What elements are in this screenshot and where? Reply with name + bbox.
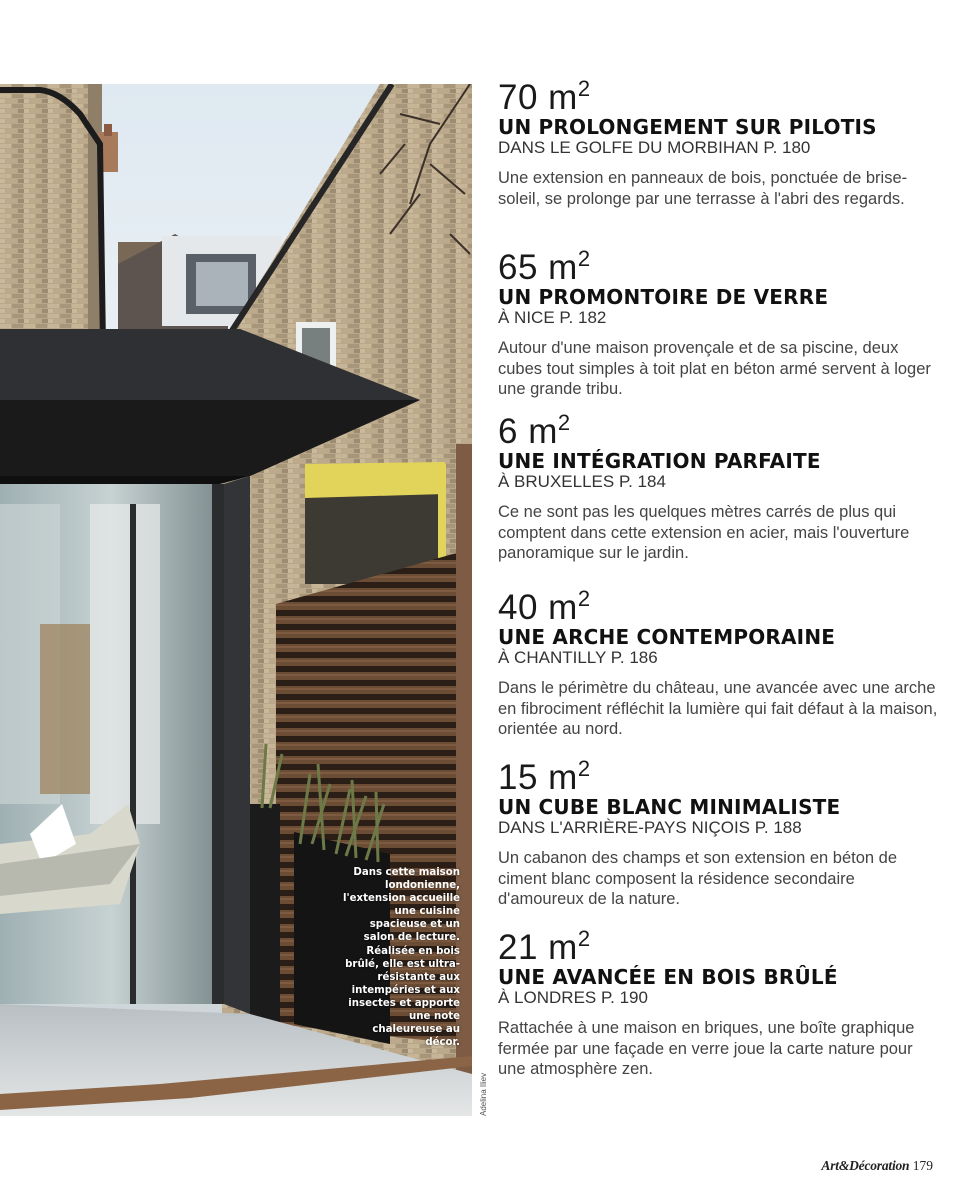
article-headline: UN PROLONGEMENT SUR PILOTIS bbox=[498, 115, 877, 139]
article-entry-londres bbox=[498, 926, 938, 1080]
article-location: À BRUXELLES P. 184 bbox=[498, 472, 666, 491]
article-headline: UN PROMONTOIRE DE VERRE bbox=[498, 285, 829, 309]
article-headline: UNE AVANCÉE EN BOIS BRÛLÉ bbox=[498, 965, 838, 989]
article-description: Dans le périmètre du château, une avancée avec une arche en fibrociment réfléchit la lumière qui fait défaut à la maison, orientée au nord. bbox=[498, 679, 938, 738]
magazine-name: Art&Décoration bbox=[821, 1158, 910, 1173]
article-entry-arriere-pays-nicois bbox=[498, 756, 938, 910]
article-location: DANS L'ARRIÈRE-PAYS NIÇOIS P. 188 bbox=[498, 818, 802, 837]
article-description: Ce ne sont pas les quelques mètres carrés de plus qui comptent dans cette extension en acier, mais l'ouverture panoramique sur le jardin. bbox=[498, 503, 910, 562]
article-entry-bruxelles bbox=[498, 410, 938, 564]
article-headline: UNE ARCHE CONTEMPORAINE bbox=[498, 625, 836, 649]
photo-credit bbox=[479, 1056, 491, 1116]
article-location: À LONDRES P. 190 bbox=[498, 988, 648, 1007]
house-extension-photo bbox=[0, 84, 472, 1116]
article-area: 40 $m^2$ bbox=[498, 586, 591, 627]
article-description: Un cabanon des champs et son extension en béton de ciment blanc composent la résidence secondaire d'amoureux de la nature. bbox=[498, 849, 898, 908]
article-area: 21 $m^2$ bbox=[498, 926, 591, 967]
article-area: 70 $m^2$ bbox=[498, 76, 591, 117]
article-area: 65 $m^2$ bbox=[498, 246, 591, 287]
page-folio bbox=[821, 1158, 933, 1174]
article-headline: UNE INTÉGRATION PARFAITE bbox=[498, 449, 821, 473]
article-location: À CHANTILLY P. 186 bbox=[498, 648, 658, 667]
article-area: 15 $m^2$ bbox=[498, 756, 591, 797]
photo-caption: Dans cette maison londonienne, l'extension accueille une cuisine spacieuse et un salon de lecture. Réalisée en bois brûlé, elle est ultra-résistante aux intempéries et aux insectes et apporte une note chaleureuse au décor. bbox=[343, 867, 460, 1049]
article-area: 6 $m^2$ bbox=[498, 410, 571, 451]
article-headline: UN CUBE BLANC MINIMALISTE bbox=[498, 795, 841, 819]
page-number: 179 bbox=[912, 1158, 933, 1173]
article-entry-nice bbox=[498, 246, 938, 400]
article-entry-chantilly bbox=[498, 586, 938, 740]
article-description: Rattachée à une maison en briques, une boîte graphique fermée par une façade en verre joue la carte nature pour une atmosphère zen. bbox=[498, 1019, 915, 1078]
photo-credit-text: Adelina Iliev bbox=[479, 1072, 488, 1116]
article-description: Autour d'une maison provençale et de sa piscine, deux cubes tout simples à toit plat en béton armé servent à loger une grande tribu. bbox=[498, 339, 931, 398]
article-location: À NICE P. 182 bbox=[498, 308, 607, 327]
article-description: Une extension en panneaux de bois, ponctuée de brise-soleil, se prolonge par une terrasse à l'abri des regards. bbox=[498, 169, 908, 208]
article-location: DANS LE GOLFE DU MORBIHAN P. 180 bbox=[498, 138, 811, 157]
article-entry-morbihan bbox=[498, 76, 938, 209]
